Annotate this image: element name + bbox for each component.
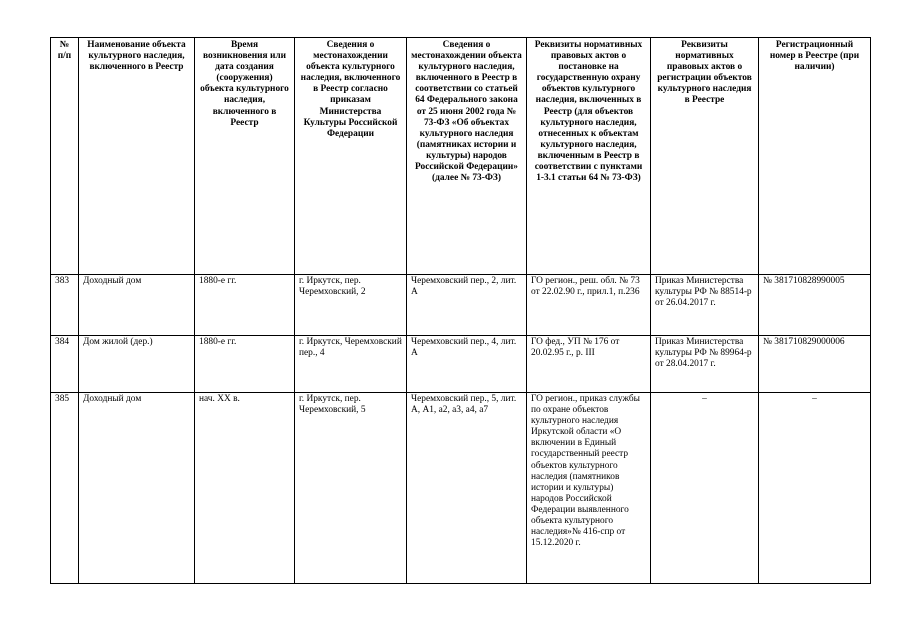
registration-number-cell: № 381710828990005 — [759, 275, 871, 336]
registration-act-cell: – — [651, 393, 759, 584]
header-number: № п/п — [51, 38, 79, 275]
location-law-cell: Черемховский пер., 4, лит. А — [407, 336, 527, 393]
row-number-cell: 384 — [51, 336, 79, 393]
location-law-cell: Черемховский пер., 2, лит. А — [407, 275, 527, 336]
header-location-by-order: Сведения о местонахождении объекта культурного наследия, включенного в Реестр согласно приказам Министерства Культуры Российской Федерации — [295, 38, 407, 275]
row-number-cell: 383 — [51, 275, 79, 336]
header-location-by-law: Сведения о местонахождении объекта культурного наследия, включенного в Реестр в соответствии со статьей 64 Федерального закона от 25 июня 2002 года № 73-ФЗ «Об объектах культурного наследия (памятниках истории и культуры) народов Российской Федерации» (далее № 73-ФЗ) — [407, 38, 527, 275]
creation-date-cell: нач. XX в. — [195, 393, 295, 584]
row-number-cell: 385 — [51, 393, 79, 584]
registry-table — [50, 37, 871, 584]
location-order-cell: г. Иркутск, пер. Черемховский, 2 — [295, 275, 407, 336]
protection-act-cell: ГО фед., УП № 176 от 20.02.95 г., р. III — [527, 336, 651, 393]
header-creation-date: Время возникновения или дата создания (сооружения) объекта культурного наследия, включенного в Реестр — [195, 38, 295, 275]
table-row — [51, 275, 871, 336]
protection-act-cell: ГО регион., реш. обл. № 73 от 22.02.90 г., прил.1, п.236 — [527, 275, 651, 336]
header-registration-number: Регистрационный номер в Реестре (при наличии) — [759, 38, 871, 275]
location-order-cell: г. Иркутск, Черемховский пер., 4 — [295, 336, 407, 393]
object-name-cell: Доходный дом — [79, 393, 195, 584]
creation-date-cell: 1880-е гг. — [195, 275, 295, 336]
location-order-cell: г. Иркутск, пер. Черемховский, 5 — [295, 393, 407, 584]
table-row — [51, 336, 871, 393]
registration-number-cell: № 381710829000006 — [759, 336, 871, 393]
header-row — [51, 38, 871, 275]
object-name-cell: Доходный дом — [79, 275, 195, 336]
location-law-cell: Черемховский пер., 5, лит. А, А1, а2, а3, а4, а7 — [407, 393, 527, 584]
protection-act-cell: ГО регион., приказ службы по охране объектов культурного наследия Иркутской области «О включении в Единый государственный реестр объектов культурного наследия (памятников истории и культуры) народов Российской Федерации выявленного объекта культурного наследия»№ 416-спр от 15.12.2020 г. — [527, 393, 651, 584]
object-name-cell: Дом жилой (дер.) — [79, 336, 195, 393]
header-registration-acts: Реквизиты нормативных правовых актов о регистрации объектов культурного наследия в Реестре — [651, 38, 759, 275]
table-row — [51, 393, 871, 584]
registration-act-cell: Приказ Министерства культуры РФ № 89964-р от 28.04.2017 г. — [651, 336, 759, 393]
registration-number-cell: – — [759, 393, 871, 584]
header-object-name: Наименование объекта культурного наследия, включенного в Реестр — [79, 38, 195, 275]
header-protection-acts: Реквизиты нормативных правовых актов о постановке на государственную охрану объектов культурного наследия, включенных в Реестр (для объектов культурного наследия, отнесенных к объектам культурного наследия, включенным в Реестр в соответствии с пунктами 1-3.1 статьи 64 № 73-ФЗ) — [527, 38, 651, 275]
registration-act-cell: Приказ Министерства культуры РФ № 88514-р от 26.04.2017 г. — [651, 275, 759, 336]
creation-date-cell: 1880-е гг. — [195, 336, 295, 393]
